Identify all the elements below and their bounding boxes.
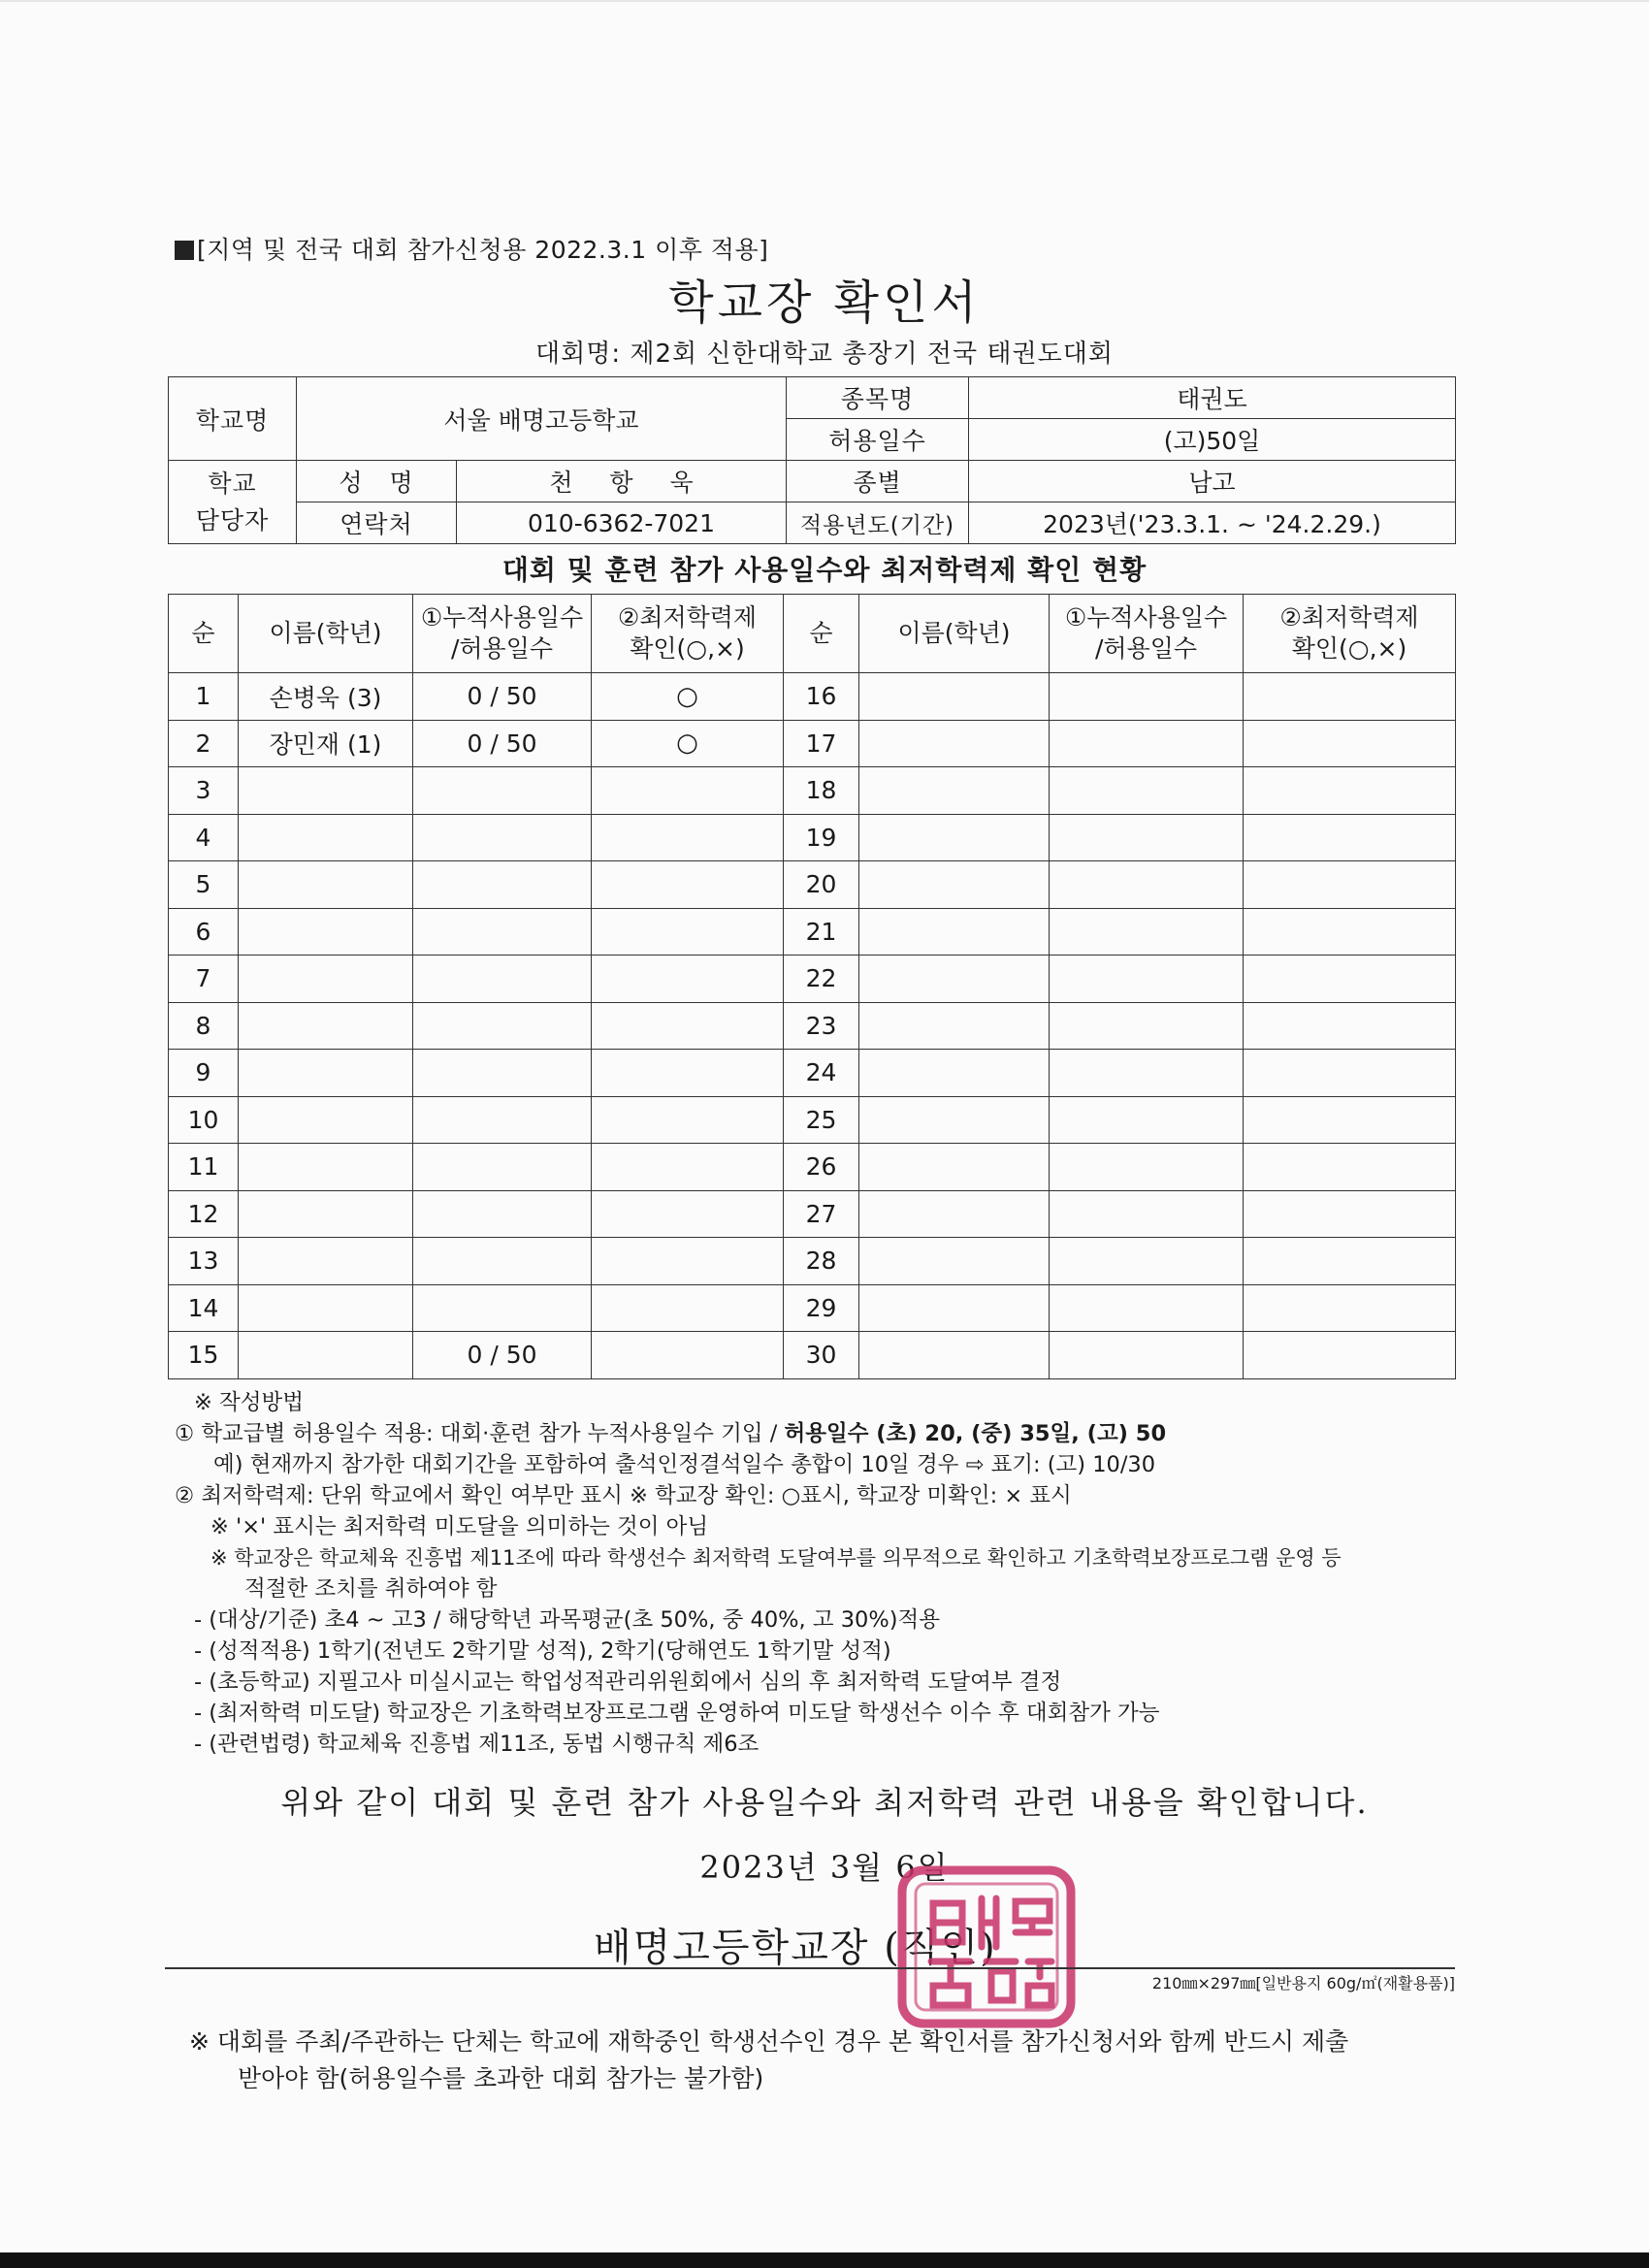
row-number-right: 23 bbox=[784, 1002, 859, 1050]
student-name-right bbox=[859, 720, 1050, 767]
academic-check-right bbox=[1244, 814, 1456, 861]
row-number-right: 25 bbox=[784, 1096, 859, 1144]
header-academic-right bbox=[1244, 595, 1456, 673]
days-used: 0 / 50 bbox=[413, 1332, 592, 1379]
table-row bbox=[169, 1002, 1456, 1050]
days-used bbox=[413, 814, 592, 861]
student-name bbox=[239, 861, 413, 909]
note-criteria: - (대상/기준) 초4 ~ 고3 / 해당학년 과목평균(초 50%, 중 40%, 고 30%)적용 bbox=[194, 1607, 940, 1633]
note-academic-b: ※ 학교장은 학교체육 진흥법 제11조에 따라 학생선수 최저학력 도달여부를 의무적으로 확인하고 기초학력보장프로그램 운영 등 bbox=[210, 1546, 1342, 1570]
note-not-met: - (최저학력 미도달) 학교장은 기초학력보장프로그램 운영하여 미도달 학생선수 이수 후 대회참가 가능 bbox=[194, 1701, 1160, 1726]
row-number-right: 18 bbox=[784, 767, 859, 815]
academic-check-right bbox=[1244, 956, 1456, 1003]
roster-header-row bbox=[169, 595, 1456, 673]
table-row bbox=[169, 861, 1456, 909]
academic-check bbox=[592, 908, 784, 956]
header-no-right: 순 bbox=[784, 595, 859, 673]
form-version-note bbox=[175, 231, 768, 266]
divider bbox=[165, 1967, 1455, 1969]
header-days-right-line2: /허용일수 bbox=[1094, 634, 1198, 663]
footer-line-2: 받아야 함(허용일수를 초과한 대회 참가는 불가함) bbox=[238, 2064, 764, 2092]
days-used-right bbox=[1050, 1050, 1244, 1097]
academic-check-right bbox=[1244, 1050, 1456, 1097]
academic-check bbox=[592, 1050, 784, 1097]
student-name bbox=[239, 1190, 413, 1238]
notes-heading: ※ 작성방법 bbox=[194, 1390, 304, 1415]
academic-check: ○ bbox=[592, 673, 784, 721]
days-used-right bbox=[1050, 1332, 1244, 1379]
note-1-bold: 허용일수 (초) 20, (중) 35일, (고) 50 bbox=[784, 1421, 1167, 1446]
contact-name: 천 항 욱 bbox=[457, 461, 787, 502]
row-number: 2 bbox=[169, 720, 239, 767]
phone-value: 010-6362-7021 bbox=[457, 502, 787, 544]
category-value: 남고 bbox=[969, 461, 1456, 502]
academic-check-right bbox=[1244, 673, 1456, 721]
header-name: 이름(학년) bbox=[239, 595, 413, 673]
days-used bbox=[413, 1238, 592, 1285]
row-number-right: 16 bbox=[784, 673, 859, 721]
student-name-right bbox=[859, 1190, 1050, 1238]
row-number: 11 bbox=[169, 1144, 239, 1191]
academic-check bbox=[592, 1190, 784, 1238]
academic-check-right bbox=[1244, 861, 1456, 909]
student-name bbox=[239, 908, 413, 956]
row-number-right: 19 bbox=[784, 814, 859, 861]
scan-edge-bottom bbox=[0, 2252, 1649, 2268]
row-number: 12 bbox=[169, 1190, 239, 1238]
academic-check bbox=[592, 1238, 784, 1285]
note-allowed-days bbox=[175, 1418, 1474, 1449]
note-academic-a: ※ '×' 표시는 최저학력 미도달을 의미하는 것이 아님 bbox=[210, 1514, 709, 1539]
row-number: 6 bbox=[169, 908, 239, 956]
instructions bbox=[175, 1387, 1474, 1760]
days-used-right bbox=[1050, 1096, 1244, 1144]
student-name bbox=[239, 956, 413, 1003]
header-days-right-line1: ①누적사용일수 bbox=[1064, 603, 1228, 632]
sport-value: 태권도 bbox=[969, 377, 1456, 419]
table-row bbox=[169, 720, 1456, 767]
row-number: 13 bbox=[169, 1238, 239, 1285]
days-used-right bbox=[1050, 861, 1244, 909]
header-days-line1: ①누적사용일수 bbox=[420, 603, 584, 632]
student-name bbox=[239, 1238, 413, 1285]
student-name-right bbox=[859, 1144, 1050, 1191]
name-label: 성 명 bbox=[297, 461, 457, 502]
academic-check bbox=[592, 1002, 784, 1050]
days-used bbox=[413, 1096, 592, 1144]
student-name-right bbox=[859, 1332, 1050, 1379]
academic-check-right bbox=[1244, 1096, 1456, 1144]
allowed-days-value: (고)50일 bbox=[969, 419, 1456, 461]
days-used-right bbox=[1050, 1144, 1244, 1191]
contact-person-label bbox=[169, 461, 297, 544]
table-row bbox=[169, 956, 1456, 1003]
row-number: 3 bbox=[169, 767, 239, 815]
academic-check-right bbox=[1244, 1284, 1456, 1332]
row-number-right: 20 bbox=[784, 861, 859, 909]
header-no: 순 bbox=[169, 595, 239, 673]
header-academic-right-line2: 확인(○,×) bbox=[1291, 634, 1407, 663]
row-number-right: 17 bbox=[784, 720, 859, 767]
days-used bbox=[413, 1190, 592, 1238]
footer-line-1: ※ 대회를 주최/주관하는 단체는 학교에 재학중인 학생선수인 경우 본 확인서를 참가신청서와 함께 반드시 제출 bbox=[189, 2027, 1349, 2056]
row-number: 5 bbox=[169, 861, 239, 909]
student-name-right bbox=[859, 814, 1050, 861]
note-1-text: ① 학교급별 허용일수 적용: 대회·훈련 참가 누적사용일수 기입 / bbox=[175, 1421, 785, 1446]
student-name bbox=[239, 1284, 413, 1332]
academic-check bbox=[592, 814, 784, 861]
phone-label: 연락처 bbox=[297, 502, 457, 544]
allowed-days-label: 허용일수 bbox=[787, 419, 969, 461]
issue-date: 2023년 3월 6일 bbox=[699, 1849, 950, 1886]
section-title: 대회 및 훈련 참가 사용일수와 최저학력제 확인 현황 bbox=[501, 554, 1148, 586]
days-used-right bbox=[1050, 1190, 1244, 1238]
academic-check-right bbox=[1244, 1332, 1456, 1379]
header-days-right bbox=[1050, 595, 1244, 673]
student-name-right bbox=[859, 1050, 1050, 1097]
header-days bbox=[413, 595, 592, 673]
student-name-right bbox=[859, 908, 1050, 956]
student-name bbox=[239, 1050, 413, 1097]
square-bullet-icon bbox=[175, 241, 194, 260]
table-row bbox=[169, 767, 1456, 815]
table-row bbox=[169, 1050, 1456, 1097]
student-name bbox=[239, 1002, 413, 1050]
header-academic bbox=[592, 595, 784, 673]
table-row bbox=[169, 814, 1456, 861]
school-name: 서울 배명고등학교 bbox=[297, 377, 787, 461]
row-number-right: 21 bbox=[784, 908, 859, 956]
days-used-right bbox=[1050, 1284, 1244, 1332]
table-row bbox=[169, 1144, 1456, 1191]
row-number: 4 bbox=[169, 814, 239, 861]
table-row bbox=[169, 1190, 1456, 1238]
academic-check bbox=[592, 861, 784, 909]
table-row bbox=[169, 1284, 1456, 1332]
days-used bbox=[413, 1050, 592, 1097]
confirmation-statement: 위와 같이 대회 및 훈련 참가 사용일수와 최저학력 관련 내용을 확인합니다. bbox=[280, 1784, 1369, 1821]
note-academic: ② 최저학력제: 단위 학교에서 확인 여부만 표시 ※ 학교장 확인: ○표시, 학교장 미확인: × 표시 bbox=[175, 1483, 1072, 1508]
academic-check-right bbox=[1244, 767, 1456, 815]
academic-check-right bbox=[1244, 1144, 1456, 1191]
row-number-right: 24 bbox=[784, 1050, 859, 1097]
academic-check-right bbox=[1244, 908, 1456, 956]
contact-label-line2: 담당자 bbox=[195, 505, 270, 535]
roster-table bbox=[168, 594, 1456, 1379]
note-grades: - (성적적용) 1학기(전년도 2학기말 성적), 2학기(당해연도 1학기말 성적) bbox=[194, 1638, 891, 1664]
row-number: 1 bbox=[169, 673, 239, 721]
days-used-right bbox=[1050, 720, 1244, 767]
academic-check bbox=[592, 956, 784, 1003]
row-number-right: 28 bbox=[784, 1238, 859, 1285]
note-academic-b-cont: 적절한 조치를 취하여야 함 bbox=[244, 1576, 498, 1602]
footer-note bbox=[189, 2024, 1470, 2097]
student-name-right bbox=[859, 673, 1050, 721]
row-number-right: 30 bbox=[784, 1332, 859, 1379]
days-used-right bbox=[1050, 1238, 1244, 1285]
row-number: 7 bbox=[169, 956, 239, 1003]
student-name bbox=[239, 1332, 413, 1379]
row-number-right: 26 bbox=[784, 1144, 859, 1191]
document-title: 학교장 확인서 bbox=[668, 275, 981, 330]
row-number-right: 29 bbox=[784, 1284, 859, 1332]
days-used bbox=[413, 767, 592, 815]
student-name: 손병욱 (3) bbox=[239, 673, 413, 721]
table-row bbox=[169, 1238, 1456, 1285]
student-name: 장민재 (1) bbox=[239, 720, 413, 767]
note-example: 예) 현재까지 참가한 대회기간을 포함하여 출석인정결석일수 총합이 10일 경우 ⇨ 표기: (고) 10/30 bbox=[213, 1452, 1156, 1477]
student-name bbox=[239, 767, 413, 815]
days-used bbox=[413, 956, 592, 1003]
note-laws: - (관련법령) 학교체육 진흥법 제11조, 동법 시행규칙 제6조 bbox=[194, 1732, 760, 1757]
days-used-right bbox=[1050, 956, 1244, 1003]
official-seal-icon bbox=[894, 1864, 1079, 2029]
student-name bbox=[239, 814, 413, 861]
year-label: 적용년도(기간) bbox=[787, 502, 969, 544]
days-used: 0 / 50 bbox=[413, 720, 592, 767]
student-name-right bbox=[859, 861, 1050, 909]
table-row bbox=[169, 908, 1456, 956]
student-name bbox=[239, 1096, 413, 1144]
academic-check bbox=[592, 1096, 784, 1144]
days-used bbox=[413, 1002, 592, 1050]
days-used-right bbox=[1050, 1002, 1244, 1050]
student-name-right bbox=[859, 1284, 1050, 1332]
header-days-line2: /허용일수 bbox=[450, 634, 554, 663]
student-name-right bbox=[859, 1096, 1050, 1144]
note-elementary: - (초등학교) 지필고사 미실시교는 학업성적관리위원회에서 심의 후 최저학력 도달여부 결정 bbox=[194, 1669, 1062, 1695]
days-used-right bbox=[1050, 767, 1244, 815]
row-number: 8 bbox=[169, 1002, 239, 1050]
paper-spec: 210㎜×297㎜[일반용지 60g/㎡(재활용품)] bbox=[1151, 1974, 1455, 1993]
academic-check: ○ bbox=[592, 720, 784, 767]
table-row bbox=[169, 673, 1456, 721]
student-name bbox=[239, 1144, 413, 1191]
days-used-right bbox=[1050, 908, 1244, 956]
days-used bbox=[413, 861, 592, 909]
academic-check-right bbox=[1244, 1002, 1456, 1050]
days-used: 0 / 50 bbox=[413, 673, 592, 721]
student-name-right bbox=[859, 767, 1050, 815]
sport-label: 종목명 bbox=[787, 377, 969, 419]
row-number-right: 27 bbox=[784, 1190, 859, 1238]
table-row bbox=[169, 1096, 1456, 1144]
school-label: 학교명 bbox=[169, 377, 297, 461]
academic-check-right bbox=[1244, 720, 1456, 767]
academic-check-right bbox=[1244, 1190, 1456, 1238]
header-academic-line2: 확인(○,×) bbox=[630, 634, 745, 663]
category-label: 종별 bbox=[787, 461, 969, 502]
days-used bbox=[413, 1144, 592, 1191]
row-number: 10 bbox=[169, 1096, 239, 1144]
header-name-right: 이름(학년) bbox=[859, 595, 1050, 673]
academic-check bbox=[592, 1284, 784, 1332]
days-used-right bbox=[1050, 673, 1244, 721]
student-name-right bbox=[859, 956, 1050, 1003]
academic-check bbox=[592, 1144, 784, 1191]
contact-label-line1: 학교 bbox=[208, 469, 257, 498]
scan-edge bbox=[0, 0, 1649, 2]
header-academic-line1: ②최저학력제 bbox=[617, 603, 758, 632]
row-number-right: 22 bbox=[784, 956, 859, 1003]
row-number: 14 bbox=[169, 1284, 239, 1332]
year-value: 2023년('23.3.1. ~ '24.2.29.) bbox=[969, 502, 1456, 544]
principal-signature: 배명고등학교장 (직인) bbox=[594, 1926, 997, 1970]
days-used bbox=[413, 908, 592, 956]
academic-check bbox=[592, 1332, 784, 1379]
form-version-text: [지역 및 전국 대회 참가신청용 2022.3.1 이후 적용] bbox=[197, 236, 769, 264]
row-number: 15 bbox=[169, 1332, 239, 1379]
student-name-right bbox=[859, 1002, 1050, 1050]
header-academic-right-line1: ②최저학력제 bbox=[1279, 603, 1419, 632]
academic-check-right bbox=[1244, 1238, 1456, 1285]
competition-name: 대회명: 제2회 신한대학교 총장기 전국 태권도대회 bbox=[535, 340, 1114, 369]
school-info-table bbox=[168, 376, 1456, 544]
row-number: 9 bbox=[169, 1050, 239, 1097]
days-used bbox=[413, 1284, 592, 1332]
student-name-right bbox=[859, 1238, 1050, 1285]
academic-check bbox=[592, 767, 784, 815]
days-used-right bbox=[1050, 814, 1244, 861]
table-row bbox=[169, 1332, 1456, 1379]
